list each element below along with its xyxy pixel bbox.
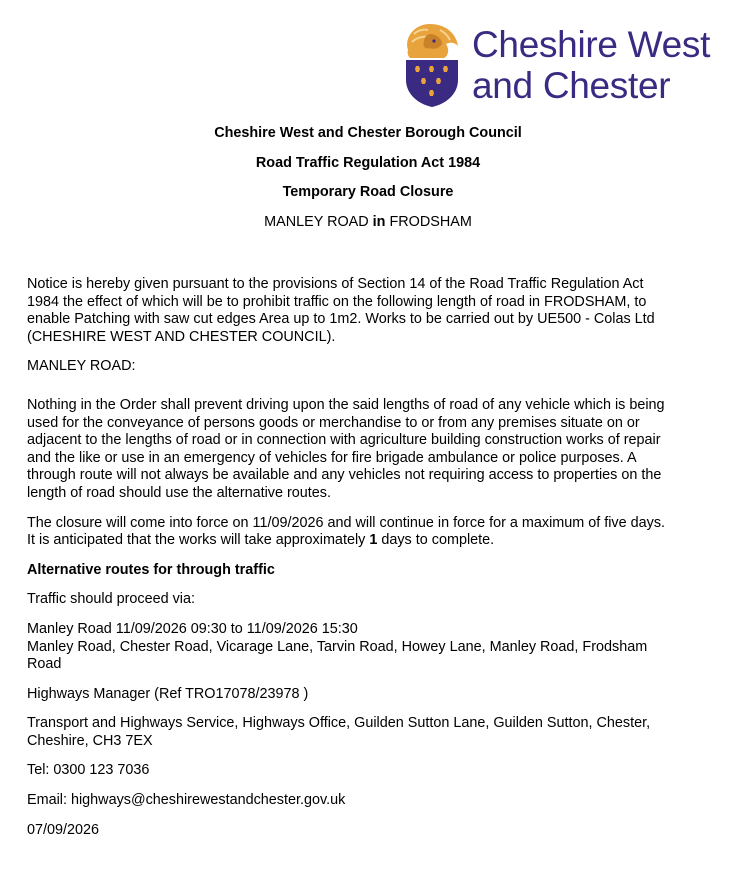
road-heading: MANLEY ROAD: xyxy=(27,358,136,375)
route-line: Road xyxy=(27,656,62,673)
act-title: Road Traffic Regulation Act 1984 xyxy=(255,154,481,171)
logo-line-1: Cheshire West xyxy=(472,24,711,65)
logo-wordmark xyxy=(472,24,710,106)
exemption-line: through route will not always be available and any vehicles not requiring access to properties on the xyxy=(27,467,662,484)
alternative-routes-heading: Alternative routes for through traffic xyxy=(27,561,275,578)
closure-paragraph xyxy=(27,515,717,550)
council-logo xyxy=(400,20,720,110)
proceed-via: Traffic should proceed via: xyxy=(27,591,195,608)
address-paragraph xyxy=(27,715,717,750)
address-line: Transport and Highways Service, Highways Office, Guilden Sutton Lane, Guilden Sutton, Chester, xyxy=(27,715,651,732)
closure-duration-pre: It is anticipated that the works will take approximately xyxy=(27,532,370,549)
council-name: Cheshire West and Chester Borough Council xyxy=(214,125,522,141)
route-times: Manley Road 11/09/2026 09:30 to 11/09/2026 15:30 xyxy=(27,620,358,637)
closure-duration-post: days to complete. xyxy=(377,532,495,549)
exemption-line: and the like or use in an emergency of vehicles for fire brigade ambulance or police purposes. A xyxy=(27,449,637,466)
notice-date: 07/09/2026 xyxy=(27,821,100,838)
exemption-line: used for the conveyance of persons goods or merchandise to or from any premises situate on or xyxy=(27,414,640,431)
closure-duration-line xyxy=(27,532,717,550)
intro-paragraph xyxy=(27,276,717,346)
closure-type: Temporary Road Closure xyxy=(282,184,454,200)
exemption-line: adjacent to the lengths of road or in connection with agriculture building construction works of repair xyxy=(27,432,661,449)
intro-line: 1984 the effect of which will be to prohibit traffic on the following length of road in FRODSHAM, to xyxy=(27,293,647,310)
route-line: Manley Road, Chester Road, Vicarage Lane, Tarvin Road, Howey Lane, Manley Road, Frodsham xyxy=(27,638,648,655)
intro-line: (CHESHIRE WEST AND CHESTER COUNCIL). xyxy=(27,328,336,345)
notice-header xyxy=(0,124,736,242)
closure-line: The closure will come into force on 11/09/2026 and will continue in force for a maximum of five days. xyxy=(27,514,666,531)
route-paragraph xyxy=(27,621,717,674)
closure-days: 1 xyxy=(369,532,378,549)
exemption-paragraph xyxy=(27,397,717,503)
highways-manager: Highways Manager (Ref TRO17078/23978 ) xyxy=(27,685,309,702)
town-name: FRODSHAM xyxy=(389,213,472,230)
telephone: Tel: 0300 123 7036 xyxy=(27,762,150,779)
address-line: Cheshire, CH3 7EX xyxy=(27,732,153,749)
exemption-line: length of road should use the alternative routes. xyxy=(27,484,332,501)
email: Email: highways@cheshirewestandchester.gov.uk xyxy=(27,792,346,809)
lion-crest-icon xyxy=(400,20,464,108)
road-location xyxy=(0,213,736,243)
road-name: MANLEY ROAD xyxy=(264,213,369,230)
notice-body xyxy=(27,276,717,851)
logo-line-2: and Chester xyxy=(472,65,671,106)
in-word: in xyxy=(372,213,386,230)
intro-line: Notice is hereby given pursuant to the provisions of Section 14 of the Road Traffic Regulation Act xyxy=(27,276,644,292)
intro-line: enable Patching with saw cut edges Area up to 1m2. Works to be carried out by UE500 - Colas Ltd xyxy=(27,311,655,328)
exemption-line: Nothing in the Order shall prevent driving upon the said lengths of road of any vehicle which is being xyxy=(27,396,665,413)
